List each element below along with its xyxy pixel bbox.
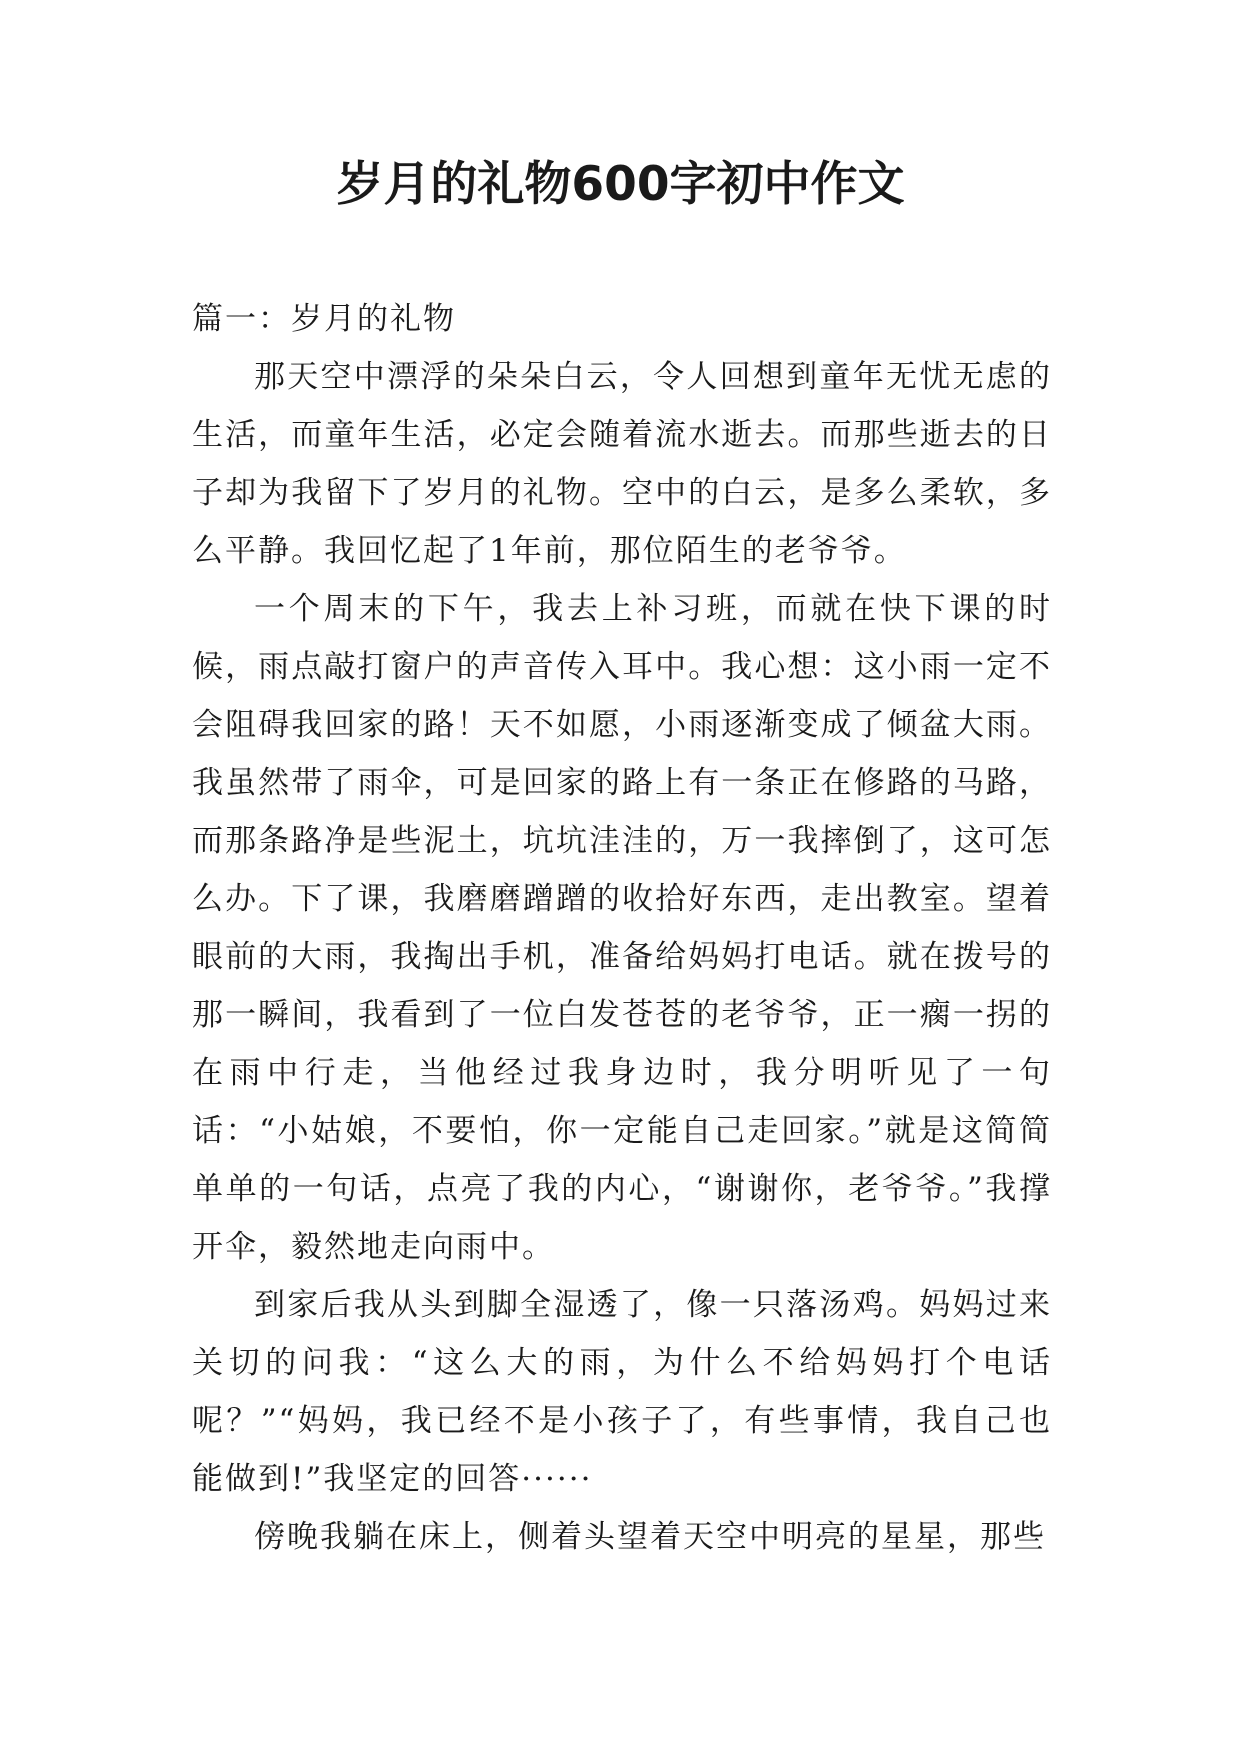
paragraph-1: 那天空中漂浮的朵朵白云，令人回想到童年无忧无虑的生活，而童年生活，必定会随着流水逝去。而那些逝去的日子却为我留下了岁月的礼物。空中的白云，是多么柔软，多么平静。我回忆起了1年前，那位陌生的老爷爷。: [192, 359, 1052, 569]
paragraph-3: 到家后我从头到脚全湿透了，像一只落汤鸡。妈妈过来关切的问我：“这么大的雨，为什么不给妈妈打个电话呢？”“妈妈，我已经不是小孩子了，有些事情，我自己也能做到!”我坚定的回答······: [192, 1287, 1052, 1497]
paragraph-4: 傍晚我躺在床上，侧着头望着天空中明亮的星星，那些: [254, 1519, 1046, 1555]
document-title: 岁月的礼物600字初中作文: [336, 157, 905, 212]
section-heading: 篇一：岁月的礼物: [192, 301, 456, 337]
paragraph-2: 一个周末的下午，我去上补习班，而就在快下课的时候，雨点敲打窗户的声音传入耳中。我心想：这小雨一定不会阻碍我回家的路！天不如愿，小雨逐渐变成了倾盆大雨。我虽然带了雨伞，可是回家的路上有一条正在修路的马路，而那条路净是些泥土，坑坑洼洼的，万一我摔倒了，这可怎么办。下了课，我磨磨蹭蹭的收拾好东西，走出教室。望着眼前的大雨，我掏出手机，准备给妈妈打电话。就在拨号的那一瞬间，我看到了一位白发苍苍的老爷爷，正一瘸一拐的在雨中行走，当他经过我身边时，我分明听见了一句话：“小姑娘，不要怕，你一定能自己走回家。”就是这简简单单的一句话，点亮了我的内心，“谢谢你，老爷爷。”我撑开伞，毅然地走向雨中。: [192, 591, 1052, 1265]
document-body: [192, 290, 1052, 1566]
